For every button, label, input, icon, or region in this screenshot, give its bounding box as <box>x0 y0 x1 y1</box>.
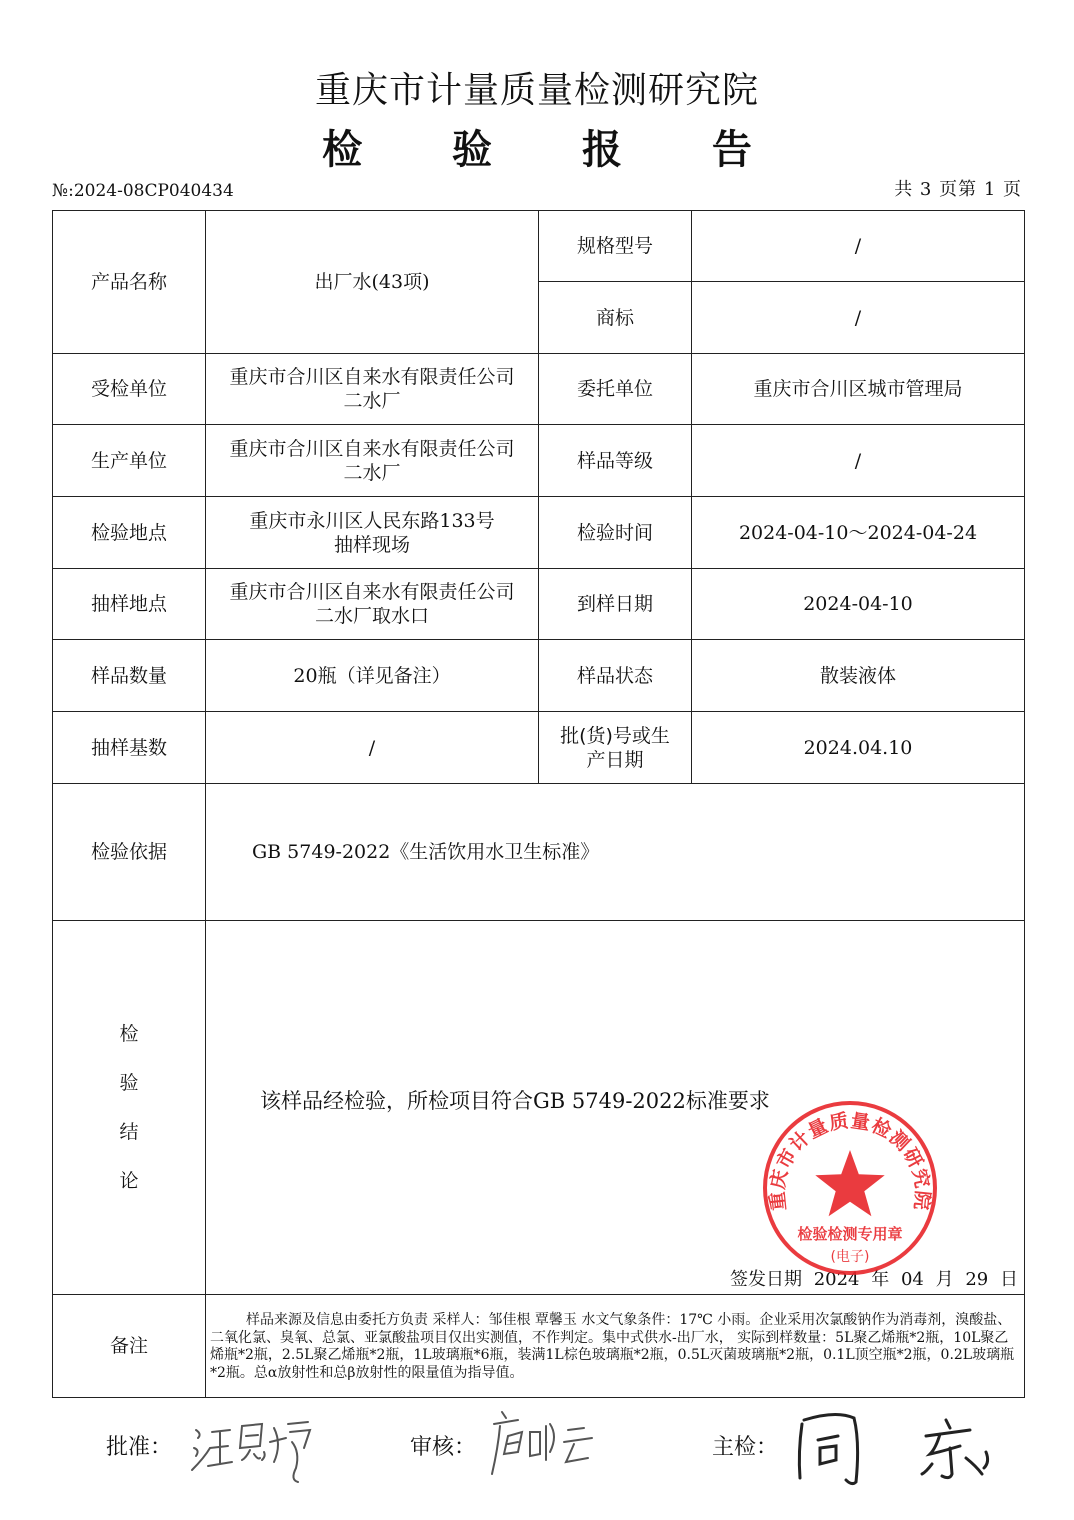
conclusion-label <box>53 921 206 1295</box>
conclusion-label-char-4: 论 <box>119 1169 139 1192</box>
inspected-unit-label: 受检单位 <box>53 354 206 425</box>
basis-value: GB 5749-2022《生活饮用水卫生标准》 <box>206 784 1025 921</box>
inspection-place-label: 检验地点 <box>53 497 206 569</box>
inspector-label: 主检： <box>712 1435 779 1460</box>
inspection-time: 2024-04-10～2024-04-24 <box>692 497 1025 569</box>
seal-inner-text: 检验检测专用章 <box>797 1225 903 1243</box>
sample-qty: 20瓶（详见备注） <box>206 640 539 712</box>
entrusting-unit-label: 委托单位 <box>539 354 692 425</box>
producer-line1: 重庆市合川区自来水有限责任公司 <box>229 437 515 460</box>
product-name-label: 产品名称 <box>53 211 206 354</box>
spec-model: / <box>692 211 1025 282</box>
remarks-text: 样品来源及信息由委托方负责 采样人：邹佳根 覃馨玉 水文气象条件：17℃ 小雨。企业采用次氯酸钠作为消毒剂，溴酸盐、二氧化氯、臭氧、总氯、亚氯酸盐项目仅出实测值，不作判定。集中式供水-出厂水， 实际到样数量：5L聚乙烯瓶*2瓶，10L聚乙烯瓶*2瓶，2.5L聚乙烯瓶*2瓶，1L玻璃瓶*6瓶，装满1L棕色玻璃瓶*2瓶，0.5L灭菌玻璃瓶*2瓶，0.1L顶空瓶*2瓶，0.2L玻璃瓶*2瓶。总α放射性和总β放射性的限量值为指导值。 <box>206 1295 1025 1398</box>
batch-label-line1: 批(货)号或生 <box>560 724 670 747</box>
sampling-place <box>206 569 539 640</box>
report-number: №:2024-08CP040434 <box>52 181 234 201</box>
issue-year-unit: 年 <box>871 1269 890 1290</box>
spec-model-label: 规格型号 <box>539 211 692 282</box>
issue-year: 2024 <box>813 1269 860 1290</box>
producer <box>206 425 539 497</box>
trademark-label: 商标 <box>539 282 692 354</box>
conclusion-label-char-1: 检 <box>119 1022 139 1045</box>
product-name: 出厂水(43项) <box>206 211 539 354</box>
sampling-base: / <box>206 712 539 784</box>
sampling-place-line1: 重庆市合川区自来水有限责任公司 <box>229 581 515 603</box>
issue-date-label: 签发日期 <box>729 1269 802 1290</box>
sample-qty-label: 样品数量 <box>53 640 206 712</box>
reviewer-signature <box>488 1402 608 1482</box>
trademark: / <box>692 282 1025 354</box>
page-info: 共 3 页第 1 页 <box>894 179 1022 200</box>
remarks-label: 备注 <box>53 1295 206 1398</box>
sample-grade: / <box>692 425 1025 497</box>
conclusion-label-char-2: 验 <box>119 1071 139 1094</box>
inspection-place-line1: 重庆市永川区人民东路133号 <box>249 509 495 532</box>
inspected-unit-line1: 重庆市合川区自来水有限责任公司 <box>229 366 515 388</box>
inspection-time-label: 检验时间 <box>539 497 692 569</box>
seal-sub-text: (电子) <box>830 1249 870 1265</box>
sampling-place-line2: 二水厂取水口 <box>314 605 429 627</box>
batch-label-line2: 产日期 <box>586 748 644 771</box>
approve-label: 批准： <box>106 1435 173 1460</box>
approver-signature <box>190 1408 320 1488</box>
arrival-date: 2024-04-10 <box>692 569 1025 640</box>
sample-state-label: 样品状态 <box>539 640 692 712</box>
sample-state: 散装液体 <box>692 640 1025 712</box>
sample-grade-label: 样品等级 <box>539 425 692 497</box>
inspection-place <box>206 497 539 569</box>
issue-month-unit: 月 <box>935 1269 954 1290</box>
producer-label: 生产单位 <box>53 425 206 497</box>
inspected-unit <box>206 354 539 425</box>
issue-day: 29 <box>965 1269 989 1290</box>
issue-month: 04 <box>900 1269 924 1290</box>
batch-value: 2024.04.10 <box>692 712 1025 784</box>
batch-label <box>539 712 692 784</box>
sampling-place-label: 抽样地点 <box>53 569 206 640</box>
producer-line2: 二水厂 <box>343 461 401 484</box>
issue-day-unit: 日 <box>1000 1269 1018 1290</box>
conclusion-label-char-3: 结 <box>119 1120 139 1143</box>
inspector-signature <box>790 1402 1010 1488</box>
seal-star-icon <box>815 1150 884 1216</box>
basis-label: 检验依据 <box>53 784 206 921</box>
signature-row <box>0 1400 1074 1490</box>
entrusting-unit: 重庆市合川区城市管理局 <box>692 354 1025 425</box>
official-seal <box>760 1098 940 1278</box>
conclusion-text: 该样品经检验，所检项目符合GB 5749-2022标准要求 <box>260 1089 770 1113</box>
organization-name: 重庆市计量质量检测研究院 <box>314 70 759 111</box>
sampling-base-label: 抽样基数 <box>53 712 206 784</box>
inspected-unit-line2: 二水厂 <box>343 390 401 412</box>
seal-arc-text: 重庆市计量质量检测研究院 <box>766 1109 934 1212</box>
inspection-place-line2: 抽样现场 <box>333 533 410 556</box>
review-label: 审核： <box>410 1435 477 1460</box>
arrival-date-label: 到样日期 <box>539 569 692 640</box>
report-title: 检 验 报 告 <box>322 127 790 173</box>
